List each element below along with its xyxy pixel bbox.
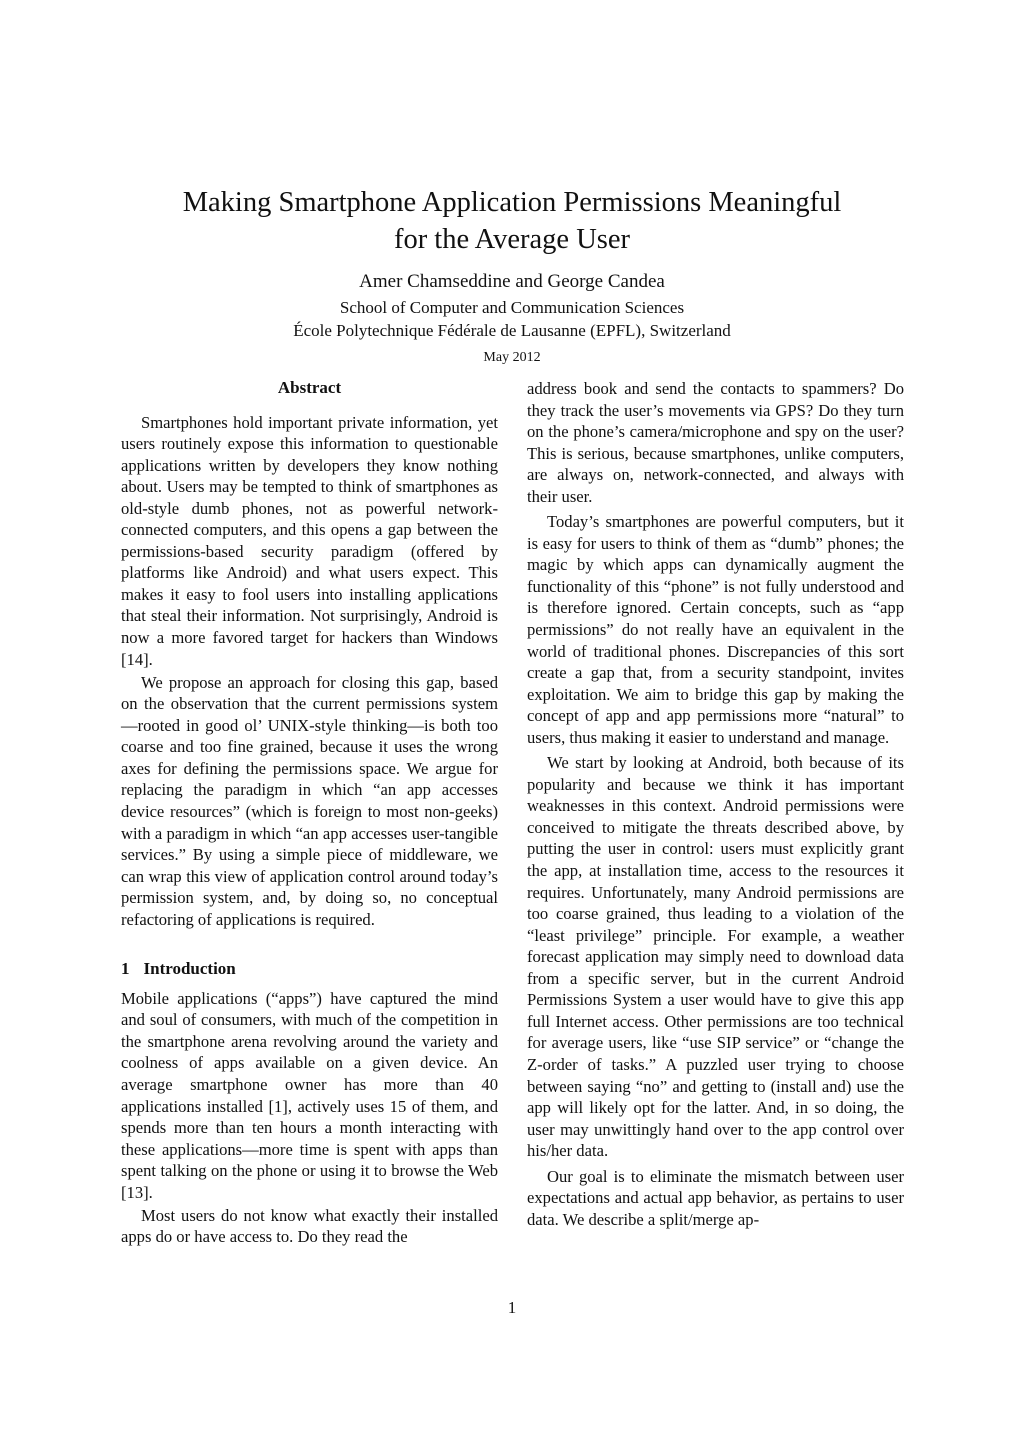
affiliation-institution: École Polytechnique Fédérale de Lausanne (EPFL), Switzerland <box>293 321 731 340</box>
body-paragraph: address book and send the contacts to spammers? Do they track the user’s movements via GPS? Do they turn on the phone’s camera/microphone and spy on the user? This is serious, because smartphones, unlike computers, are always on, network-connected, and always with their user. <box>527 379 904 506</box>
section-number: 1 <box>121 959 130 979</box>
body-paragraph: Most users do not know what exactly their installed apps do or have access to. Do they read the <box>121 1205 498 1247</box>
date: May 2012 <box>483 350 541 365</box>
body-paragraph: Our goal is to eliminate the mismatch between user expectations and actual app behavior, as pertains to user data. We describe a split/merge ap- <box>527 1166 904 1229</box>
section-title: Introduction <box>143 959 236 979</box>
title-line-2: for the Average User <box>393 224 631 255</box>
page-number: 1 <box>507 1298 517 1317</box>
title-line-1: Making Smartphone Application Permissions Meaningful <box>182 187 842 218</box>
left-column <box>121 377 498 1250</box>
right-column <box>527 378 904 1232</box>
paper-title <box>0 184 1024 258</box>
body-paragraph: Today’s smartphones are powerful computers, but it is easy for users to think of them as “dumb” phones; the magic by which apps can dynamically augment the functionality of this “phone” is not fully understood and is therefore ignored. Certain concepts, such as “app permissions” do not really have an equivalent in the world of traditional phones. Discrepancies of this sort create a gap that, from a security standpoint, invites exploitation. We aim to bridge this gap by making the concept of app and app permissions more “natural” to users, thus making it easier to understand and manage. <box>527 512 904 747</box>
authors: Amer Chamseddine and George Candea <box>359 271 665 292</box>
abstract-heading: Abstract <box>277 378 342 397</box>
abstract-paragraph: We propose an approach for closing this gap, based on the observation that the current permissions system—rooted in good ol’ UNIX-style thinking—is both too coarse and too fine grained, because it uses the wrong axes for defining the permissions space. We argue for replacing the paradigm in which “an app accesses device resources” (which is foreign to most non-geeks) with a paradigm in which “an app accesses user-tangible services.” By using a simple piece of middleware, we can wrap this view of application control around today’s permission system, and, by doing so, no conceptual refactoring of applications is required. <box>121 672 498 929</box>
body-paragraph: We start by looking at Android, both because of its popularity and because we think it has important weaknesses in this context. Android permissions were conceived to mitigate the threats described above, by putting the user in control: users must explicitly grant the app, at installation time, access to the resources it requires. Unfortunately, many Android permissions are too coarse grained, thus leading to a violation of the “least privilege” principle. For example, a weather forecast application may simply need to download data from a specific server, but in the current Android Permissions System a user would have to give this app full Internet access. Other permissions are too technical for average users, like “use SIP service” or “change the Z-order of tasks.” A puzzled user trying to choose between saying “no” and getting to (install and) use the app will likely opt for the latter. And, in so doing, the user may unwittingly hand over to the app control over his/her data. <box>527 753 904 1161</box>
affiliation-school: School of Computer and Communication Sciences <box>339 298 685 317</box>
section-heading-introduction <box>121 958 498 980</box>
abstract-paragraph: Smartphones hold important private information, yet users routinely expose this information to questionable applications written by developers they know nothing about. Users may be tempted to think of smartphones as old-style dumb phones, not as powerful network-connected computers, and this opens a gap between the permissions-based security paradigm (offered by platforms like Android) and what users expect. This makes it easy to fool users into installing applications that steal their information. Not surprisingly, Android is now a more favored target for hackers than Windows [14]. <box>121 412 498 669</box>
affiliation <box>0 296 1024 342</box>
body-paragraph: Mobile applications (“apps”) have captured the mind and soul of consumers, with much of the competition in the smartphone arena revolving around the variety and coolness of apps available on a given device. An average smartphone owner has more than 40 applications installed [1], actively uses 15 of them, and spends more than ten hours a month interacting with these applications—more time is spent with apps than spent talking on the phone or using it to browse the Web [13]. <box>121 988 498 1202</box>
